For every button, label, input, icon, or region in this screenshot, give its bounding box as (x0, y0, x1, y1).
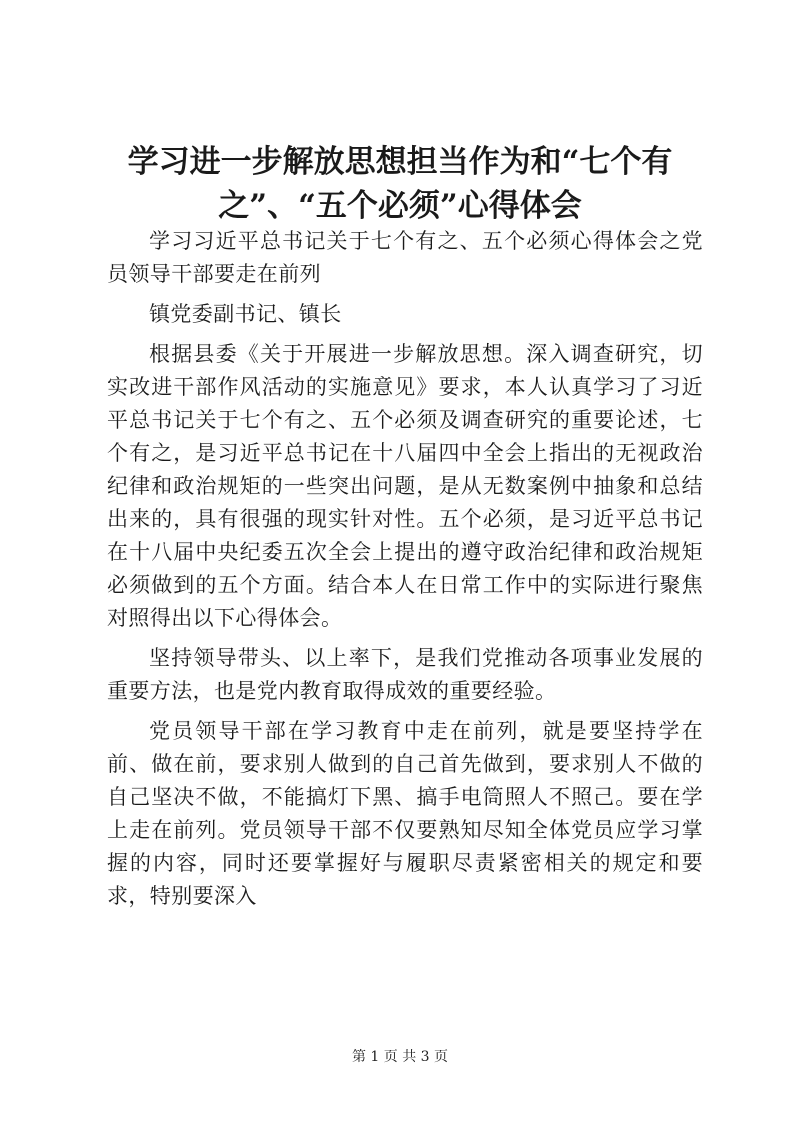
paragraph-front-row: 党员领导干部在学习教育中走在前列，就是要坚持学在前、做在前，要求别人做到的自己首先做到，要求别人不做的自己坚决不做，不能搞灯下黑、搞手电筒照人不照己。要在学上走在前列。党员领导干部不仅要熟知尽知全体党员应学习掌握的内容，同时还要掌握好与履职尽责紧密相关的规定和要求，特别要深入 (107, 719, 703, 908)
page-number: 第 1 页 共 3 页 (351, 1049, 449, 1065)
document-title (100, 140, 700, 228)
paragraph-author: 镇党委副书记、镇长 (149, 302, 342, 326)
title-line-1: 学习进一步解放思想担当作为和“七个有 (127, 144, 673, 180)
paragraph-intro: 根据县委《关于开展进一步解放思想。深入调查研究，切实改进干部作风活动的实施意见》要求，本人认真学习了习近平总书记关于七个有之、五个必须及调查研究的重要论述，七个有之，是习近平总书记在十八届四中全会上指出的无视政治纪律和政治规矩的一些突出问题，是从无数案例中抽象和总结出来的，具有很强的现实针对性。五个必须，是习近平总书记在十八届中央纪委五次全会上提出的遵守政治纪律和政治规矩必须做到的五个方面。结合本人在日常工作中的实际进行聚焦对照得出以下心得体会。 (107, 342, 703, 630)
page-footer (0, 1047, 800, 1067)
title-line-2: 之”、“五个必须”心得体会 (218, 188, 582, 224)
paragraph-leadership: 坚持领导带头、以上率下，是我们党推动各项事业发展的重要方法，也是党内教育取得成效的重要经验。 (107, 646, 703, 703)
paragraph-subtitle: 学习习近平总书记关于七个有之、五个必须心得体会之党员领导干部要走在前列 (107, 229, 703, 286)
document-body (107, 225, 703, 920)
